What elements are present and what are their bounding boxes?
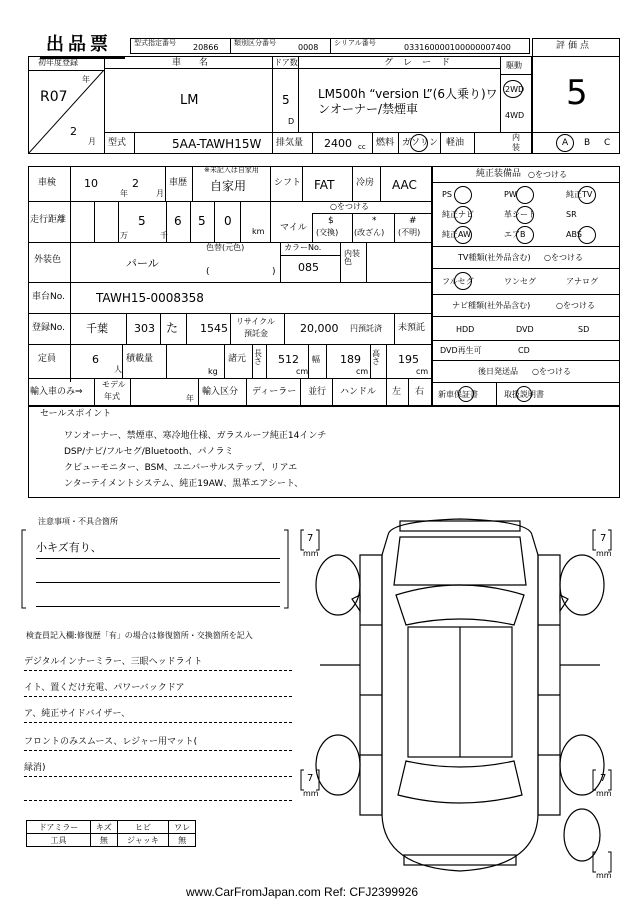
divider bbox=[104, 68, 500, 69]
divider bbox=[394, 313, 395, 344]
mileage-unit-sen: 千 bbox=[160, 231, 168, 240]
divider bbox=[312, 213, 313, 242]
mileage-opt-exchange-sub: (交換) bbox=[316, 228, 339, 237]
divider bbox=[186, 313, 187, 344]
divider bbox=[230, 313, 231, 344]
load-label: 積載量 bbox=[126, 354, 154, 364]
serial-label: シリアル番号 bbox=[334, 39, 376, 47]
handle-label: ハンドル bbox=[340, 387, 377, 397]
sales-line-2: DSP/ナビ/フルセグ/Bluetooth、パノラミ bbox=[64, 447, 234, 457]
divider bbox=[284, 313, 285, 344]
tyre-depth-rr: 7 bbox=[600, 773, 607, 784]
doors-suffix: D bbox=[288, 117, 295, 126]
divider bbox=[394, 213, 395, 242]
divider bbox=[270, 166, 271, 201]
later-manual[interactable]: 取扱説明書 bbox=[504, 390, 544, 399]
notes-title: 注意事項・不具合箇所 bbox=[38, 517, 118, 526]
divider bbox=[252, 344, 253, 378]
divider bbox=[160, 313, 161, 344]
usage-value: 自家用 bbox=[210, 179, 247, 193]
capacity-label: 定員 bbox=[38, 354, 57, 364]
first-reg-month: 2 bbox=[70, 125, 77, 138]
serial-value: 033160000100000007400 bbox=[404, 43, 511, 52]
divider bbox=[36, 582, 280, 583]
tyre-unit-fl: mm bbox=[303, 549, 319, 558]
import-parallel[interactable]: 並行 bbox=[308, 387, 327, 397]
import-label: 輸入車のみ⇒ bbox=[30, 387, 83, 397]
sales-line-1: ワンオーナー、禁煙車、寒冷地仕様、ガラスルーフ純正14インチ bbox=[64, 431, 327, 441]
type-no-label: 型式指定番号 bbox=[134, 39, 176, 47]
divider bbox=[440, 132, 441, 154]
divider bbox=[192, 166, 193, 201]
equipment-item-circle-1-1 bbox=[516, 206, 534, 224]
divider bbox=[28, 282, 432, 283]
items-header-4: ワレ bbox=[169, 821, 196, 834]
equipment-item-2-0[interactable]: 純正AW bbox=[442, 230, 471, 239]
nav-opt-hdd[interactable]: HDD bbox=[456, 325, 475, 334]
mileage-unit-km: km bbox=[252, 227, 265, 236]
mileage-opt-unknown-sub: (不明) bbox=[398, 228, 421, 237]
rear-bumper bbox=[404, 855, 516, 865]
divider bbox=[302, 166, 303, 201]
drive-2wd[interactable]: 2WD bbox=[505, 85, 525, 94]
divider bbox=[134, 132, 135, 154]
divider bbox=[280, 242, 281, 282]
later-warranty[interactable]: 新車保証書 bbox=[438, 390, 478, 399]
later-shipment-note: ○をつける bbox=[532, 367, 571, 376]
shaken-label: 車検 bbox=[38, 178, 57, 188]
nav-opt-dvd[interactable]: DVD bbox=[516, 325, 534, 334]
mileage-circle-note: ○をつける bbox=[330, 202, 369, 211]
tyre-depth-rl: 7 bbox=[307, 773, 314, 784]
divider bbox=[352, 166, 353, 201]
interior-grade-label-1: 内 bbox=[512, 133, 520, 142]
color-change-label: 色替(元色) bbox=[206, 243, 245, 252]
model-value: 5AA-TAWH15W bbox=[172, 137, 262, 151]
items-table-header bbox=[27, 821, 196, 834]
divider bbox=[24, 722, 292, 723]
mileage-opt-unknown[interactable]: # bbox=[409, 216, 417, 226]
model-year-label-2: 年式 bbox=[104, 392, 120, 401]
usage-note: ※未記入は自家用 bbox=[204, 166, 259, 174]
length-unit: cm bbox=[296, 367, 309, 376]
registration-kana: た bbox=[166, 321, 179, 335]
tyre-unit-spare: mm bbox=[596, 871, 612, 880]
divider bbox=[532, 56, 620, 57]
interior-color-label: 内装色 bbox=[344, 249, 360, 266]
interior-grade-b[interactable]: B bbox=[584, 138, 591, 148]
tv-opt-fullseg-circle bbox=[454, 272, 472, 290]
divider bbox=[24, 670, 292, 671]
import-type-label: 輸入区分 bbox=[202, 387, 239, 397]
displacement-label: 排気量 bbox=[276, 138, 304, 148]
tv-title: TV種類(社外品含む) bbox=[458, 253, 531, 262]
divider bbox=[24, 750, 292, 751]
divider bbox=[408, 378, 409, 406]
cd-player[interactable]: CD bbox=[518, 346, 530, 355]
mileage-digit-2: 6 bbox=[174, 214, 182, 228]
divider bbox=[214, 201, 215, 242]
mileage-digit-4: 0 bbox=[224, 214, 232, 228]
recycle-label-2: 預託金 bbox=[244, 329, 268, 338]
shaken-month-unit: 月 bbox=[156, 189, 164, 198]
width-value: 189 bbox=[340, 353, 361, 366]
divider bbox=[130, 378, 131, 406]
import-dealer[interactable]: ディーラー bbox=[252, 387, 297, 397]
tyre-depth-fr: 7 bbox=[600, 533, 607, 544]
divider bbox=[198, 378, 199, 406]
interior-grade-a[interactable]: A bbox=[562, 138, 569, 148]
fuel-diesel[interactable]: 軽油 bbox=[446, 138, 465, 148]
tyre-depth-fl: 7 bbox=[307, 533, 314, 544]
mileage-opt-tampered[interactable]: * bbox=[372, 216, 377, 226]
left-side bbox=[360, 555, 382, 815]
displacement-unit: cc bbox=[358, 143, 366, 151]
tire-front-left bbox=[316, 555, 360, 615]
tyre-unit-rl: mm bbox=[303, 789, 319, 798]
chassis-value: TAWH15-0008358 bbox=[96, 291, 204, 305]
divider bbox=[122, 344, 123, 378]
divider bbox=[326, 344, 327, 378]
recycle-label-1: リサイクル bbox=[236, 317, 275, 326]
divider bbox=[28, 201, 432, 202]
inspector-line-1: デジタルインナーミラー、三眼ヘッドライト bbox=[24, 657, 203, 667]
doors-value: 5 bbox=[282, 93, 290, 107]
divider bbox=[300, 378, 301, 406]
shaken-month: 2 bbox=[132, 177, 139, 190]
type-no-value: 20866 bbox=[193, 43, 219, 52]
drive-2wd-circle bbox=[503, 80, 523, 98]
inspector-line-2: イト、置くだけ充電、パワーバックドア bbox=[24, 683, 185, 693]
equipment-item-circle-2-1 bbox=[516, 226, 534, 244]
recycle-value: 20,000 bbox=[300, 322, 339, 335]
width-unit: cm bbox=[356, 367, 369, 376]
model-year-label-1: モデル bbox=[102, 380, 126, 389]
divider bbox=[224, 344, 225, 378]
hood bbox=[394, 537, 526, 585]
color-paren-open: ( bbox=[206, 267, 210, 277]
equipment-item-1-2[interactable]: SR bbox=[566, 210, 577, 219]
equipment-item-circle-2-0 bbox=[454, 226, 472, 244]
divider bbox=[230, 38, 231, 54]
equipment-item-circle-0-1 bbox=[516, 186, 534, 204]
notes-line-1: 小キズ有り、 bbox=[36, 541, 102, 554]
equipment-item-0-0[interactable]: PS bbox=[442, 190, 452, 199]
inspector-line-5: 緑消) bbox=[24, 763, 46, 773]
capacity-value: 6 bbox=[92, 353, 99, 366]
color-paren-close: ) bbox=[272, 267, 276, 277]
divider bbox=[166, 344, 167, 378]
handle-left[interactable]: 左 bbox=[392, 387, 402, 397]
first-reg-year: R07 bbox=[40, 89, 68, 105]
items-header-1: ドアミラー bbox=[27, 821, 91, 834]
interior-grade-c[interactable]: C bbox=[604, 138, 611, 148]
equipment-item-1-1[interactable]: 革シート bbox=[504, 210, 536, 219]
equipment-item-2-2[interactable]: ABS bbox=[566, 230, 582, 239]
chassis-label: 車台No. bbox=[32, 292, 65, 302]
sales-line-3: クビューモニター、BSM、ユニバーサルステップ、リアエ bbox=[64, 463, 298, 473]
divider bbox=[386, 378, 387, 406]
divider bbox=[432, 294, 620, 295]
divider bbox=[496, 382, 497, 406]
interior-grade-a-circle bbox=[556, 134, 574, 152]
later-manual-circle bbox=[516, 386, 532, 402]
displacement-value: 2400 bbox=[324, 137, 352, 150]
mileage-digit-1: 5 bbox=[138, 214, 146, 228]
items-table-row bbox=[27, 834, 196, 847]
divider bbox=[500, 56, 501, 132]
inspector-line-3: ア、純正サイドバイザー、 bbox=[24, 709, 131, 719]
divider bbox=[432, 268, 620, 269]
divider bbox=[308, 344, 309, 378]
later-shipment-title: 後日発送品 bbox=[478, 367, 518, 376]
divider bbox=[432, 182, 620, 183]
equipment-item-1-0[interactable]: 純正ナビ bbox=[442, 210, 474, 219]
height-unit: cm bbox=[416, 367, 429, 376]
right-side bbox=[538, 555, 560, 815]
nav-title: ナビ種類(社外品含む) bbox=[452, 301, 531, 310]
tv-opt-fullseg[interactable]: フルセグ bbox=[442, 277, 474, 286]
drive-4wd[interactable]: 4WD bbox=[505, 111, 525, 120]
tv-note: ○をつける bbox=[544, 253, 583, 262]
divider bbox=[386, 344, 387, 378]
divider bbox=[352, 213, 353, 242]
registration-region: 千葉 bbox=[86, 322, 108, 335]
divider bbox=[330, 38, 331, 54]
divider bbox=[165, 166, 166, 201]
tire-front-right bbox=[560, 555, 604, 615]
handle-right[interactable]: 右 bbox=[415, 387, 425, 397]
divider bbox=[340, 242, 341, 282]
load-unit: kg bbox=[208, 367, 218, 376]
tv-opt-oneseg[interactable]: ワンセグ bbox=[504, 277, 536, 286]
color-no-value: 085 bbox=[298, 261, 319, 274]
model-year-unit: 年 bbox=[186, 394, 194, 403]
divider bbox=[24, 776, 292, 777]
mileage-label: 走行距離 bbox=[30, 215, 67, 225]
height-value: 195 bbox=[398, 353, 419, 366]
first-reg-label: 初年度登録 bbox=[38, 58, 78, 67]
divider bbox=[24, 800, 292, 801]
exterior-color-label: 外装色 bbox=[34, 255, 62, 265]
equipment-item-0-2[interactable]: 純正TV bbox=[566, 190, 593, 199]
items-cell-jack: ジャッキ bbox=[117, 834, 169, 847]
exterior-color-value: パール bbox=[126, 257, 159, 270]
divider bbox=[240, 201, 241, 242]
equipment-item-circle-0-2 bbox=[578, 186, 596, 204]
divider bbox=[270, 201, 271, 242]
grade-label: グレード bbox=[384, 58, 461, 68]
dims-label: 諸元 bbox=[228, 354, 247, 364]
nav-note: ○をつける bbox=[556, 301, 595, 310]
divider bbox=[266, 344, 267, 378]
equipment-title: 純正装備品 bbox=[476, 169, 522, 179]
first-reg-month-unit: 月 bbox=[88, 137, 96, 146]
divider bbox=[94, 378, 95, 406]
divider bbox=[432, 316, 620, 317]
divider bbox=[28, 378, 432, 379]
tyre-unit-fr: mm bbox=[596, 549, 612, 558]
height-label: 高さ bbox=[372, 349, 380, 366]
divider bbox=[474, 132, 475, 154]
tv-opt-analog[interactable]: アナログ bbox=[566, 277, 598, 286]
equipment-item-0-1[interactable]: PW bbox=[504, 190, 517, 199]
mileage-digit-3: 5 bbox=[198, 214, 206, 228]
divider bbox=[372, 132, 373, 154]
windshield bbox=[396, 585, 524, 625]
divider bbox=[190, 201, 191, 242]
grade-score-label: 評価点 bbox=[556, 41, 593, 51]
inspector-line-4: フロントのみスムース、レジャー用マット( bbox=[24, 737, 198, 747]
recycle-unit: 円預託済 bbox=[350, 324, 382, 333]
registration-label: 登録No. bbox=[32, 323, 65, 333]
drive-label: 駆動 bbox=[506, 61, 522, 70]
later-warranty-circle bbox=[458, 386, 474, 402]
divider bbox=[370, 344, 371, 378]
grade-line-2: ンオーナー/禁煙車 bbox=[318, 102, 419, 116]
car-diagram bbox=[300, 515, 620, 890]
sales-points-title: セールスポイント bbox=[40, 409, 112, 419]
divider bbox=[312, 213, 432, 214]
capacity-unit: 人 bbox=[114, 365, 122, 374]
nav-opt-sd[interactable]: SD bbox=[578, 325, 590, 334]
mileage-unit-man: 万 bbox=[120, 231, 128, 240]
footer-watermark: www.CarFromJapan.com Ref: CFJ2399926 bbox=[186, 885, 419, 899]
color-no-label: カラーNo. bbox=[284, 243, 322, 252]
tyre-unit-rr: mm bbox=[596, 789, 612, 798]
divider bbox=[94, 201, 95, 242]
divider bbox=[366, 242, 367, 282]
sales-line-4: ンターテイメントシステム、純正19AW、黒革エアシート、 bbox=[64, 479, 304, 489]
length-label: 長さ bbox=[254, 349, 262, 366]
shift-label: シフト bbox=[274, 178, 302, 188]
divider bbox=[104, 132, 532, 133]
divider bbox=[332, 378, 333, 406]
divider bbox=[24, 696, 292, 697]
car-name-label: 車名 bbox=[172, 58, 227, 68]
divider bbox=[36, 558, 280, 559]
equipment-item-circle-2-2 bbox=[578, 226, 596, 244]
doors-label: ドア数 bbox=[274, 58, 298, 67]
items-header-3: ヒビ bbox=[117, 821, 169, 834]
sheet-title: 出品票 bbox=[46, 34, 112, 55]
recycle-status: 未預託 bbox=[398, 323, 426, 333]
fuel-gasoline-circle bbox=[410, 134, 428, 152]
divider bbox=[312, 132, 313, 154]
items-header-2: キズ bbox=[91, 821, 117, 834]
equipment-item-2-1[interactable]: エアB bbox=[504, 230, 526, 239]
registration-class: 303 bbox=[134, 322, 155, 335]
divider bbox=[36, 606, 280, 607]
ac-value: AAC bbox=[392, 178, 417, 192]
registration-number: 1545 bbox=[200, 322, 228, 335]
fuel-gasoline[interactable]: ガソリン bbox=[402, 138, 439, 148]
fuel-label: 燃料 bbox=[376, 138, 395, 148]
divider bbox=[272, 56, 273, 154]
class-no-label: 類別区分番号 bbox=[234, 39, 276, 47]
equipment-note: ○をつける bbox=[528, 170, 567, 179]
mileage-mile-label: マイル bbox=[280, 223, 307, 233]
rear-window bbox=[398, 761, 522, 803]
divider bbox=[70, 166, 71, 382]
divider bbox=[398, 132, 399, 154]
divider bbox=[246, 378, 247, 406]
divider bbox=[432, 340, 620, 341]
first-reg-year-unit: 年 bbox=[82, 75, 90, 84]
divider bbox=[432, 360, 620, 361]
car-name-value: LM bbox=[180, 93, 199, 108]
mileage-opt-tampered-sub: (改ざん) bbox=[354, 228, 385, 237]
inspector-title: 検査員記入欄:修復歴「有」の場合は修復箇所・交換箇所を記入 bbox=[26, 631, 253, 640]
divider bbox=[432, 382, 620, 383]
divider bbox=[500, 74, 532, 75]
items-table bbox=[26, 820, 196, 847]
equipment-item-circle-1-0 bbox=[454, 206, 472, 224]
grade-score-value: 5 bbox=[566, 73, 588, 113]
divider bbox=[380, 166, 381, 201]
interior-grade-label-2: 装 bbox=[512, 143, 520, 152]
items-cell-tools: 工具 bbox=[27, 834, 91, 847]
shaken-year-unit: 年 bbox=[120, 189, 128, 198]
width-label: 幅 bbox=[312, 355, 320, 364]
divider bbox=[432, 246, 620, 247]
divider bbox=[126, 313, 127, 344]
mileage-opt-exchange[interactable]: $ bbox=[328, 216, 334, 226]
divider bbox=[280, 255, 340, 256]
shaken-year: 10 bbox=[84, 177, 98, 190]
shift-value: FAT bbox=[314, 178, 335, 192]
divider bbox=[28, 344, 432, 345]
equipment-item-circle-0-0 bbox=[454, 186, 472, 204]
ac-label: 冷房 bbox=[356, 178, 375, 188]
class-no-value: 0008 bbox=[298, 43, 319, 52]
tire-rear-left bbox=[316, 735, 360, 795]
divider bbox=[118, 201, 119, 242]
spec-form bbox=[28, 166, 432, 406]
items-cell-tools-value: 無 bbox=[91, 834, 117, 847]
grade-line-1: LM500h “version L”(6人乗り)ワ bbox=[318, 87, 498, 101]
items-cell-jack-value: 無 bbox=[169, 834, 196, 847]
model-label: 型式 bbox=[108, 138, 127, 148]
length-value: 512 bbox=[278, 353, 299, 366]
usage-label: 車歴 bbox=[169, 178, 188, 188]
divider bbox=[104, 56, 105, 154]
dvd-playback[interactable]: DVD再生可 bbox=[440, 346, 482, 355]
